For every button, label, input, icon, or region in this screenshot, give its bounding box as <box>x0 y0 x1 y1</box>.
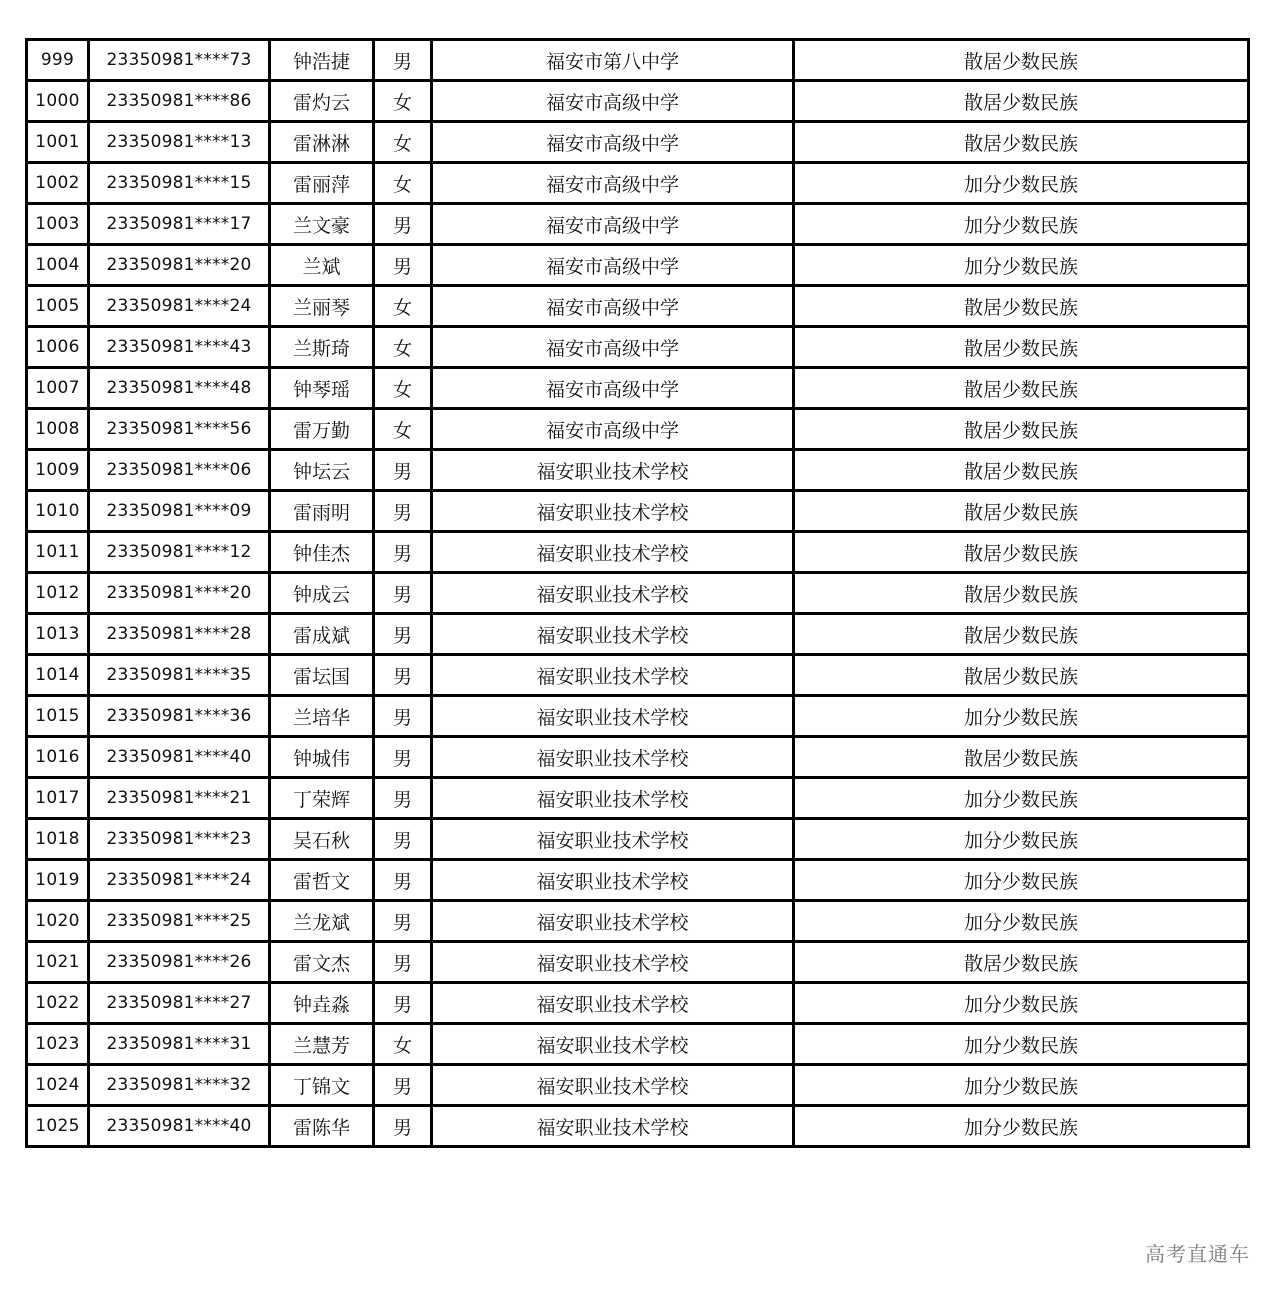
cell-student-name: 雷文杰 <box>270 942 374 983</box>
cell-exam-id: 23350981****17 <box>89 204 270 245</box>
table-row <box>27 655 1249 696</box>
cell-exam-id: 23350981****28 <box>89 614 270 655</box>
cell-exam-id: 23350981****20 <box>89 245 270 286</box>
cell-school: 福安职业技术学校 <box>432 819 794 860</box>
cell-category: 散居少数民族 <box>794 491 1249 532</box>
cell-exam-id: 23350981****56 <box>89 409 270 450</box>
cell-gender: 男 <box>374 40 432 81</box>
cell-school: 福安职业技术学校 <box>432 450 794 491</box>
cell-serial-number: 1005 <box>27 286 89 327</box>
cell-student-name: 雷灼云 <box>270 81 374 122</box>
cell-exam-id: 23350981****26 <box>89 942 270 983</box>
cell-serial-number: 1022 <box>27 983 89 1024</box>
cell-student-name: 丁锦文 <box>270 1065 374 1106</box>
cell-exam-id: 23350981****31 <box>89 1024 270 1065</box>
cell-school: 福安市高级中学 <box>432 81 794 122</box>
cell-serial-number: 1009 <box>27 450 89 491</box>
cell-category: 加分少数民族 <box>794 901 1249 942</box>
cell-serial-number: 1001 <box>27 122 89 163</box>
cell-student-name: 兰斌 <box>270 245 374 286</box>
cell-gender: 男 <box>374 819 432 860</box>
table-row <box>27 819 1249 860</box>
roster-table-body <box>27 40 1249 1147</box>
cell-category: 加分少数民族 <box>794 1065 1249 1106</box>
cell-student-name: 钟垚淼 <box>270 983 374 1024</box>
table-row <box>27 163 1249 204</box>
cell-serial-number: 1002 <box>27 163 89 204</box>
cell-student-name: 兰斯琦 <box>270 327 374 368</box>
cell-exam-id: 23350981****48 <box>89 368 270 409</box>
cell-gender: 男 <box>374 942 432 983</box>
cell-school: 福安职业技术学校 <box>432 942 794 983</box>
cell-exam-id: 23350981****24 <box>89 860 270 901</box>
cell-school: 福安市高级中学 <box>432 409 794 450</box>
cell-serial-number: 1008 <box>27 409 89 450</box>
table-row <box>27 409 1249 450</box>
cell-serial-number: 1021 <box>27 942 89 983</box>
cell-school: 福安市高级中学 <box>432 327 794 368</box>
table-row <box>27 573 1249 614</box>
cell-school: 福安职业技术学校 <box>432 573 794 614</box>
table-row <box>27 696 1249 737</box>
cell-serial-number: 1006 <box>27 327 89 368</box>
cell-student-name: 钟琴瑶 <box>270 368 374 409</box>
cell-category: 散居少数民族 <box>794 327 1249 368</box>
cell-school: 福安市第八中学 <box>432 40 794 81</box>
cell-gender: 男 <box>374 204 432 245</box>
cell-serial-number: 1012 <box>27 573 89 614</box>
cell-student-name: 雷万勤 <box>270 409 374 450</box>
cell-student-name: 兰培华 <box>270 696 374 737</box>
cell-category: 加分少数民族 <box>794 1106 1249 1147</box>
cell-gender: 男 <box>374 983 432 1024</box>
table-row <box>27 737 1249 778</box>
cell-school: 福安职业技术学校 <box>432 737 794 778</box>
cell-gender: 女 <box>374 409 432 450</box>
roster-table <box>25 38 1250 1148</box>
table-row <box>27 286 1249 327</box>
cell-category: 散居少数民族 <box>794 81 1249 122</box>
cell-student-name: 吴石秋 <box>270 819 374 860</box>
cell-category: 散居少数民族 <box>794 286 1249 327</box>
cell-gender: 男 <box>374 1106 432 1147</box>
cell-exam-id: 23350981****27 <box>89 983 270 1024</box>
cell-gender: 男 <box>374 901 432 942</box>
cell-exam-id: 23350981****06 <box>89 450 270 491</box>
cell-student-name: 丁荣辉 <box>270 778 374 819</box>
cell-serial-number: 1015 <box>27 696 89 737</box>
cell-exam-id: 23350981****43 <box>89 327 270 368</box>
cell-category: 散居少数民族 <box>794 655 1249 696</box>
cell-school: 福安职业技术学校 <box>432 901 794 942</box>
cell-category: 散居少数民族 <box>794 40 1249 81</box>
cell-category: 散居少数民族 <box>794 122 1249 163</box>
table-row <box>27 327 1249 368</box>
cell-exam-id: 23350981****21 <box>89 778 270 819</box>
cell-serial-number: 1024 <box>27 1065 89 1106</box>
cell-school: 福安职业技术学校 <box>432 983 794 1024</box>
cell-gender: 男 <box>374 737 432 778</box>
cell-student-name: 兰文豪 <box>270 204 374 245</box>
cell-gender: 男 <box>374 655 432 696</box>
cell-category: 加分少数民族 <box>794 245 1249 286</box>
cell-school: 福安市高级中学 <box>432 245 794 286</box>
cell-serial-number: 999 <box>27 40 89 81</box>
cell-gender: 男 <box>374 532 432 573</box>
cell-gender: 女 <box>374 81 432 122</box>
cell-student-name: 雷陈华 <box>270 1106 374 1147</box>
cell-school: 福安市高级中学 <box>432 163 794 204</box>
cell-exam-id: 23350981****25 <box>89 901 270 942</box>
cell-category: 加分少数民族 <box>794 696 1249 737</box>
cell-gender: 男 <box>374 614 432 655</box>
roster-table-container <box>25 38 1247 1148</box>
cell-category: 散居少数民族 <box>794 409 1249 450</box>
cell-student-name: 钟城伟 <box>270 737 374 778</box>
cell-student-name: 兰慧芳 <box>270 1024 374 1065</box>
cell-student-name: 钟成云 <box>270 573 374 614</box>
cell-category: 散居少数民族 <box>794 450 1249 491</box>
table-row <box>27 942 1249 983</box>
cell-category: 加分少数民族 <box>794 204 1249 245</box>
cell-school: 福安职业技术学校 <box>432 860 794 901</box>
cell-school: 福安市高级中学 <box>432 286 794 327</box>
cell-category: 加分少数民族 <box>794 1024 1249 1065</box>
cell-gender: 女 <box>374 1024 432 1065</box>
cell-gender: 女 <box>374 286 432 327</box>
cell-exam-id: 23350981****23 <box>89 819 270 860</box>
cell-gender: 女 <box>374 122 432 163</box>
cell-exam-id: 23350981****40 <box>89 1106 270 1147</box>
cell-school: 福安市高级中学 <box>432 368 794 409</box>
cell-category: 散居少数民族 <box>794 737 1249 778</box>
cell-serial-number: 1018 <box>27 819 89 860</box>
cell-category: 散居少数民族 <box>794 573 1249 614</box>
cell-student-name: 钟浩捷 <box>270 40 374 81</box>
cell-serial-number: 1017 <box>27 778 89 819</box>
table-row <box>27 40 1249 81</box>
cell-gender: 男 <box>374 245 432 286</box>
cell-serial-number: 1020 <box>27 901 89 942</box>
cell-category: 加分少数民族 <box>794 778 1249 819</box>
cell-serial-number: 1025 <box>27 1106 89 1147</box>
cell-school: 福安职业技术学校 <box>432 655 794 696</box>
table-row <box>27 901 1249 942</box>
cell-student-name: 雷哲文 <box>270 860 374 901</box>
cell-exam-id: 23350981****73 <box>89 40 270 81</box>
cell-school: 福安市高级中学 <box>432 204 794 245</box>
cell-category: 散居少数民族 <box>794 614 1249 655</box>
cell-exam-id: 23350981****32 <box>89 1065 270 1106</box>
cell-gender: 男 <box>374 573 432 614</box>
cell-student-name: 雷坛国 <box>270 655 374 696</box>
table-row <box>27 450 1249 491</box>
cell-school: 福安市高级中学 <box>432 122 794 163</box>
cell-gender: 男 <box>374 778 432 819</box>
cell-student-name: 钟坛云 <box>270 450 374 491</box>
cell-gender: 女 <box>374 327 432 368</box>
cell-gender: 男 <box>374 860 432 901</box>
cell-serial-number: 1019 <box>27 860 89 901</box>
table-row <box>27 1024 1249 1065</box>
cell-exam-id: 23350981****12 <box>89 532 270 573</box>
cell-category: 加分少数民族 <box>794 983 1249 1024</box>
cell-exam-id: 23350981****09 <box>89 491 270 532</box>
cell-gender: 男 <box>374 696 432 737</box>
cell-serial-number: 1010 <box>27 491 89 532</box>
table-row <box>27 860 1249 901</box>
cell-serial-number: 1004 <box>27 245 89 286</box>
cell-category: 加分少数民族 <box>794 860 1249 901</box>
cell-exam-id: 23350981****40 <box>89 737 270 778</box>
cell-school: 福安职业技术学校 <box>432 1024 794 1065</box>
cell-serial-number: 1007 <box>27 368 89 409</box>
cell-category: 散居少数民族 <box>794 368 1249 409</box>
table-row <box>27 368 1249 409</box>
cell-category: 散居少数民族 <box>794 942 1249 983</box>
cell-serial-number: 1023 <box>27 1024 89 1065</box>
watermark-text: 高考直通车 <box>1145 1242 1250 1266</box>
cell-school: 福安职业技术学校 <box>432 1065 794 1106</box>
cell-category: 加分少数民族 <box>794 163 1249 204</box>
table-row <box>27 81 1249 122</box>
table-row <box>27 491 1249 532</box>
cell-category: 散居少数民族 <box>794 532 1249 573</box>
cell-gender: 男 <box>374 491 432 532</box>
cell-student-name: 兰龙斌 <box>270 901 374 942</box>
table-row <box>27 245 1249 286</box>
cell-gender: 女 <box>374 163 432 204</box>
table-row <box>27 778 1249 819</box>
cell-exam-id: 23350981****24 <box>89 286 270 327</box>
cell-student-name: 钟佳杰 <box>270 532 374 573</box>
cell-exam-id: 23350981****15 <box>89 163 270 204</box>
cell-student-name: 雷丽萍 <box>270 163 374 204</box>
cell-serial-number: 1000 <box>27 81 89 122</box>
cell-exam-id: 23350981****20 <box>89 573 270 614</box>
cell-school: 福安职业技术学校 <box>432 778 794 819</box>
table-row <box>27 1065 1249 1106</box>
table-row <box>27 983 1249 1024</box>
cell-gender: 女 <box>374 368 432 409</box>
cell-student-name: 兰丽琴 <box>270 286 374 327</box>
cell-student-name: 雷淋淋 <box>270 122 374 163</box>
cell-exam-id: 23350981****86 <box>89 81 270 122</box>
cell-school: 福安职业技术学校 <box>432 696 794 737</box>
cell-exam-id: 23350981****13 <box>89 122 270 163</box>
cell-serial-number: 1016 <box>27 737 89 778</box>
table-row <box>27 532 1249 573</box>
cell-exam-id: 23350981****35 <box>89 655 270 696</box>
table-row <box>27 122 1249 163</box>
table-row <box>27 1106 1249 1147</box>
cell-serial-number: 1013 <box>27 614 89 655</box>
cell-category: 加分少数民族 <box>794 819 1249 860</box>
cell-serial-number: 1014 <box>27 655 89 696</box>
cell-student-name: 雷雨明 <box>270 491 374 532</box>
cell-student-name: 雷成斌 <box>270 614 374 655</box>
cell-serial-number: 1011 <box>27 532 89 573</box>
cell-serial-number: 1003 <box>27 204 89 245</box>
cell-school: 福安职业技术学校 <box>432 491 794 532</box>
table-row <box>27 614 1249 655</box>
cell-gender: 男 <box>374 450 432 491</box>
cell-gender: 男 <box>374 1065 432 1106</box>
cell-exam-id: 23350981****36 <box>89 696 270 737</box>
cell-school: 福安职业技术学校 <box>432 614 794 655</box>
table-row <box>27 204 1249 245</box>
cell-school: 福安职业技术学校 <box>432 532 794 573</box>
cell-school: 福安职业技术学校 <box>432 1106 794 1147</box>
